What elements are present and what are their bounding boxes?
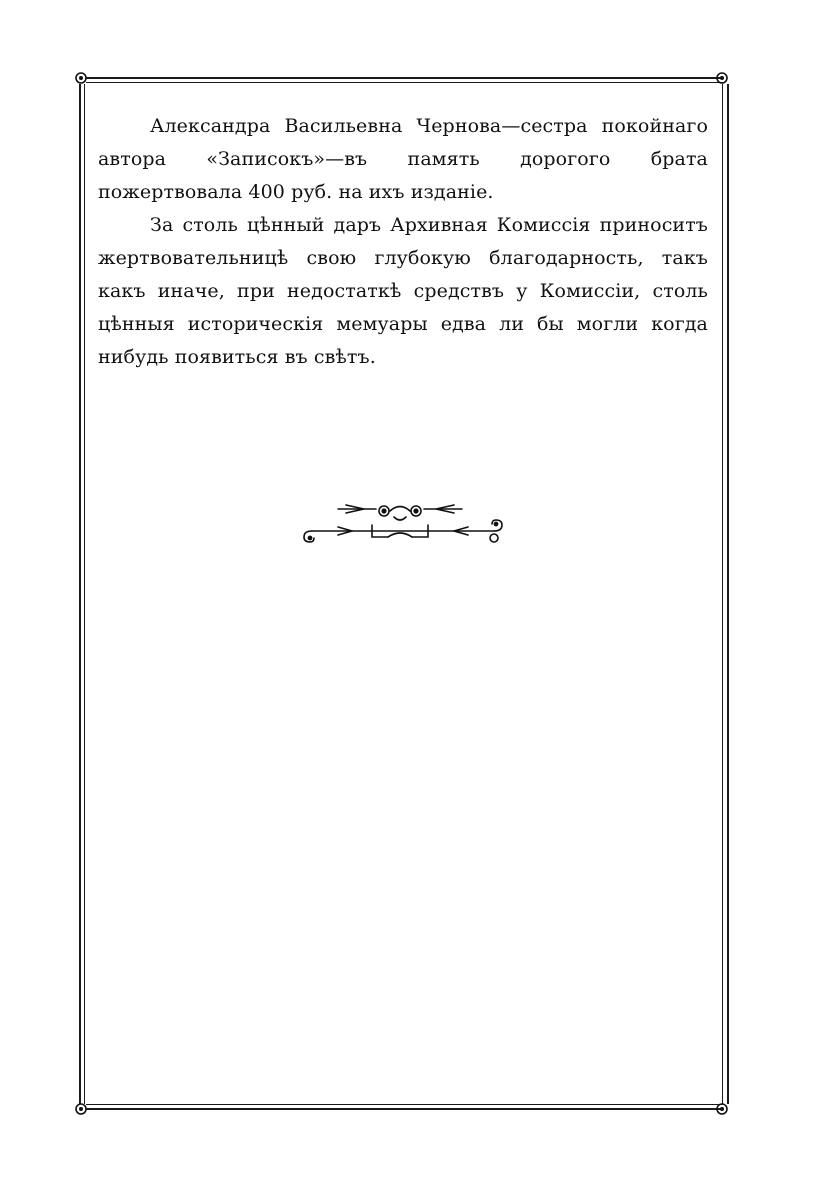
frame-right-line bbox=[727, 84, 729, 1104]
paragraph-donation: Александра Васильевна Чернова—сестра покойнаго автора «Записокъ»—въ память дорогого брата пожертвовала 400 руб. на ихъ изданіе. bbox=[98, 115, 708, 203]
frame-top-inner-line bbox=[86, 82, 722, 83]
frame-right-inner-line bbox=[722, 84, 723, 1104]
corner-ornament-icon bbox=[75, 1103, 87, 1115]
body-text bbox=[98, 110, 708, 374]
corner-ornament-icon bbox=[716, 72, 728, 84]
paragraph-gratitude: За столь цѣнный даръ Архивная Комиссія приноситъ жертвовательницѣ свою глубокую благодарность, такъ какъ иначе, при недостаткѣ средствъ у Комиссіи, столь цѣнныя историческія мемуары едва ли бы могли когда нибудь появиться въ свѣтъ. bbox=[98, 214, 708, 368]
corner-ornament-icon bbox=[75, 72, 87, 84]
frame-left-line bbox=[79, 84, 81, 1104]
floral-divider-ornament bbox=[298, 497, 508, 547]
frame-bottom-inner-line bbox=[86, 1104, 722, 1105]
frame-bottom-line bbox=[86, 1108, 722, 1110]
corner-ornament-icon bbox=[716, 1103, 728, 1115]
frame-left-inner-line bbox=[84, 84, 85, 1104]
frame-top-line bbox=[86, 77, 722, 79]
